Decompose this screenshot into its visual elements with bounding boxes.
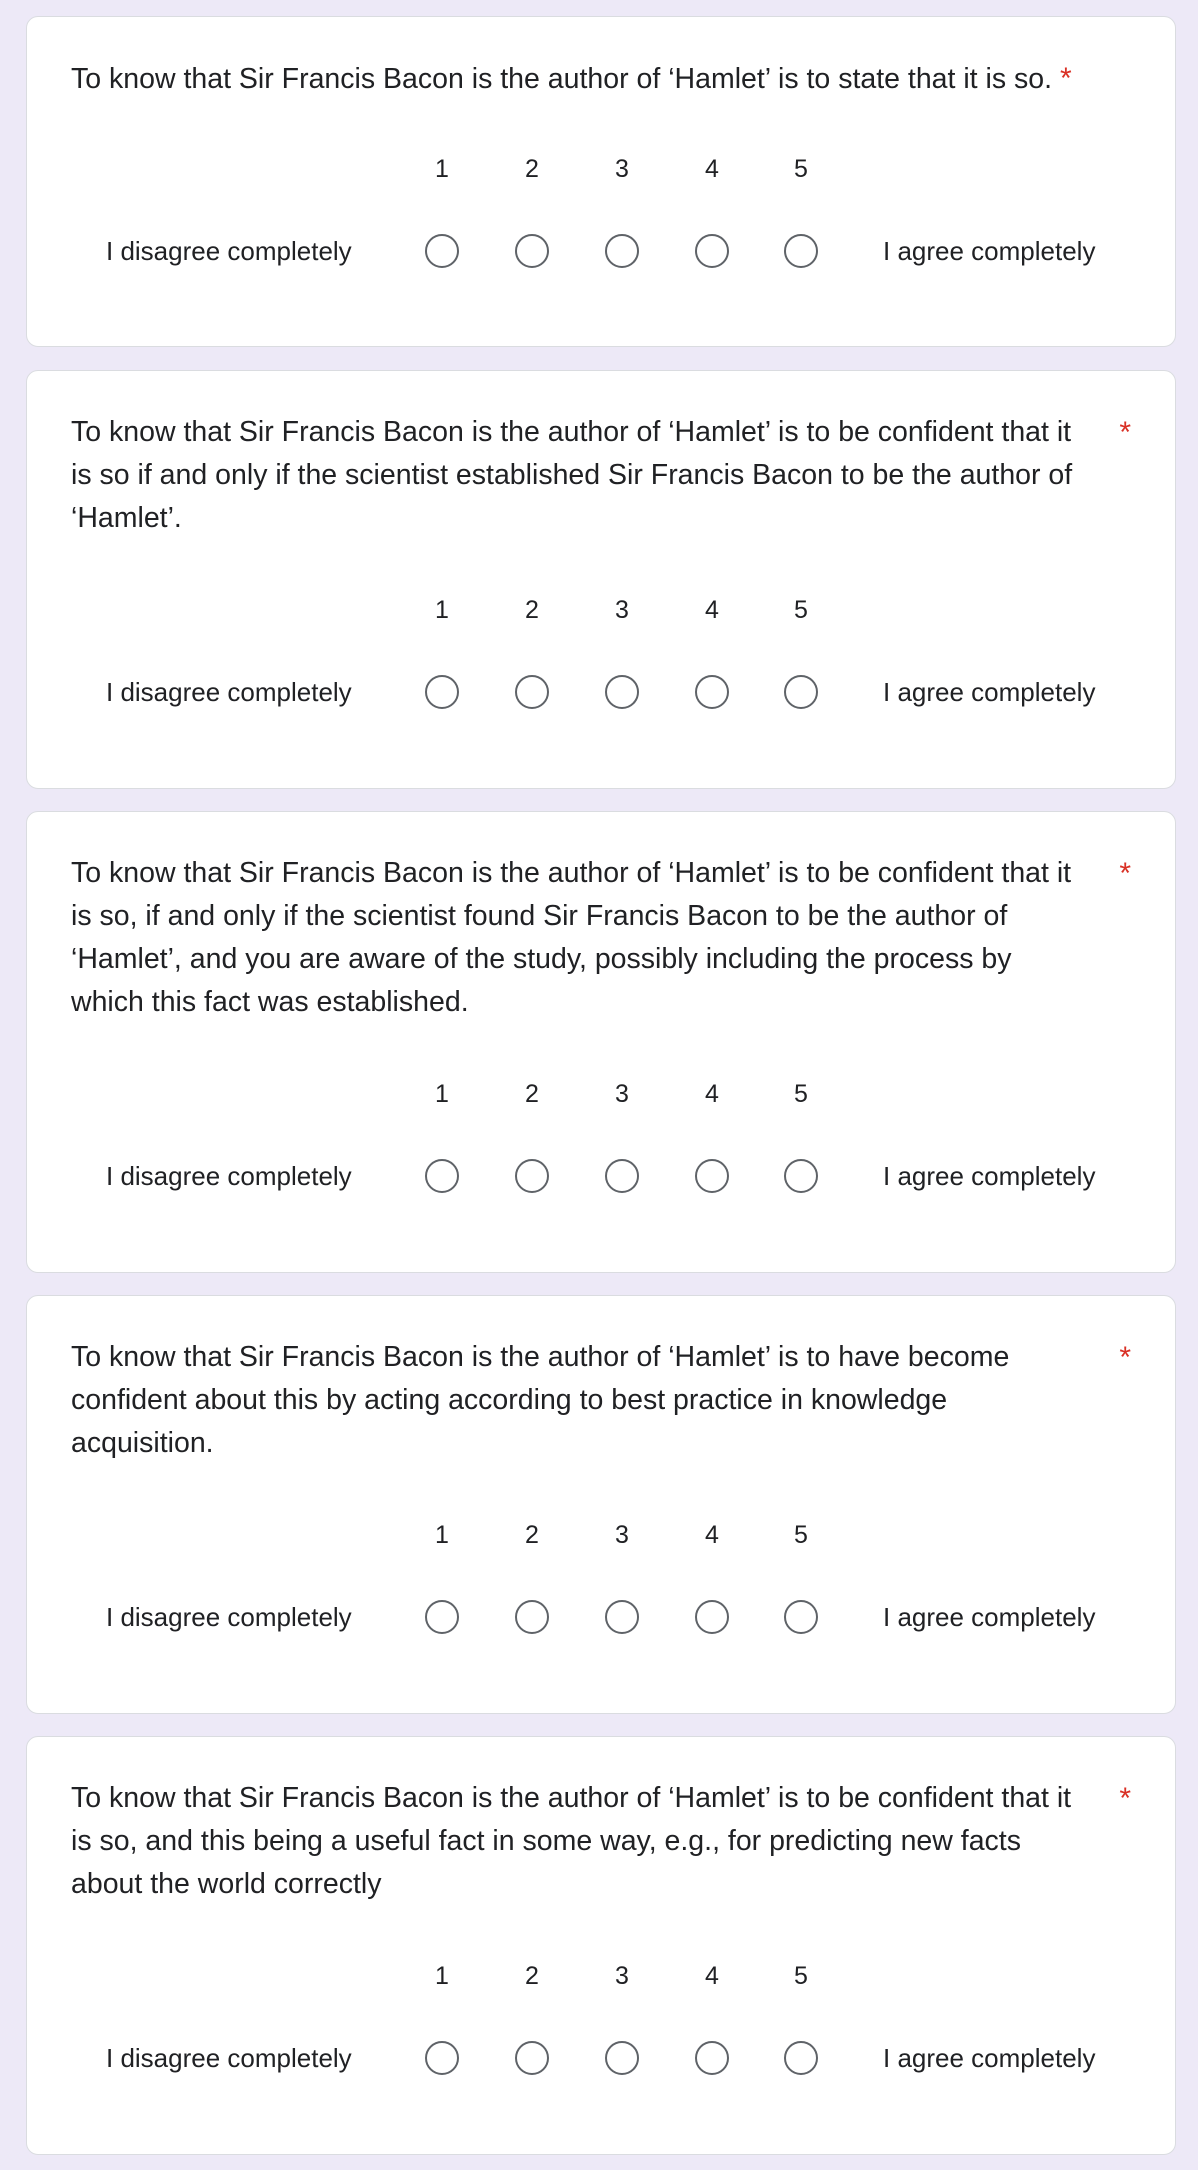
- radio-option-3[interactable]: [605, 1600, 639, 1634]
- scale-number-5: 5: [794, 155, 808, 183]
- scale-numbers: [27, 1956, 1175, 1996]
- linear-scale: [27, 1146, 1175, 1206]
- radio-option-3[interactable]: [605, 234, 639, 268]
- radio-option-1[interactable]: [425, 1600, 459, 1634]
- scale-number-3: 3: [615, 1962, 629, 1990]
- radio-option-3[interactable]: [605, 1159, 639, 1193]
- radio-option-4[interactable]: [695, 1600, 729, 1634]
- required-asterisk: *: [1119, 1341, 1131, 1374]
- required-asterisk: *: [1119, 416, 1131, 449]
- scale-number-3: 3: [615, 155, 629, 183]
- question-text: To know that Sir Francis Bacon is the author of ‘Hamlet’ is to be confident that it is so if and only if the scientist established Sir Francis Bacon to be the author of ‘Hamlet’.: [71, 416, 1073, 534]
- question-title: [71, 411, 1131, 540]
- radio-option-2[interactable]: [515, 675, 549, 709]
- radio-option-2[interactable]: [515, 2041, 549, 2075]
- linear-scale: [27, 1587, 1175, 1647]
- radio-option-4[interactable]: [695, 675, 729, 709]
- radio-option-5[interactable]: [784, 234, 818, 268]
- radio-option-3[interactable]: [605, 2041, 639, 2075]
- question-card: [26, 811, 1176, 1273]
- scale-label-low: I disagree completely: [106, 2043, 352, 2073]
- question-card: [26, 1736, 1176, 2155]
- question-title: [71, 1777, 1131, 1906]
- scale-number-2: 2: [525, 596, 539, 624]
- scale-number-1: 1: [435, 1080, 449, 1108]
- radio-option-5[interactable]: [784, 675, 818, 709]
- scale-number-5: 5: [794, 1080, 808, 1108]
- radio-option-4[interactable]: [695, 234, 729, 268]
- scale-number-1: 1: [435, 155, 449, 183]
- linear-scale: [27, 2028, 1175, 2088]
- radio-option-2[interactable]: [515, 234, 549, 268]
- scale-numbers: [27, 1074, 1175, 1114]
- question-text: To know that Sir Francis Bacon is the author of ‘Hamlet’ is to have become confident about this by acting according to best practice in knowledge acquisition.: [71, 1341, 1010, 1459]
- radio-option-1[interactable]: [425, 234, 459, 268]
- radio-option-1[interactable]: [425, 675, 459, 709]
- scale-number-4: 4: [705, 596, 719, 624]
- scale-number-5: 5: [794, 1962, 808, 1990]
- scale-number-2: 2: [525, 155, 539, 183]
- scale-label-high: I agree completely: [883, 1161, 1096, 1191]
- question-text: To know that Sir Francis Bacon is the author of ‘Hamlet’ is to be confident that it is so, and this being a useful fact in some way, e.g., for predicting new facts about the world correctly: [71, 1782, 1072, 1900]
- scale-number-4: 4: [705, 155, 719, 183]
- radio-option-4[interactable]: [695, 1159, 729, 1193]
- scale-number-2: 2: [525, 1521, 539, 1549]
- question-text: To know that Sir Francis Bacon is the author of ‘Hamlet’ is to state that it is so.: [71, 63, 1053, 95]
- radio-option-1[interactable]: [425, 2041, 459, 2075]
- scale-number-1: 1: [435, 1962, 449, 1990]
- question-title: [71, 852, 1131, 1024]
- scale-number-1: 1: [435, 1521, 449, 1549]
- scale-label-low: I disagree completely: [106, 1602, 352, 1632]
- radio-option-5[interactable]: [784, 1159, 818, 1193]
- scale-number-2: 2: [525, 1962, 539, 1990]
- linear-scale: [27, 221, 1175, 281]
- required-asterisk: *: [1119, 1782, 1131, 1815]
- scale-number-5: 5: [794, 1521, 808, 1549]
- scale-number-4: 4: [705, 1962, 719, 1990]
- scale-number-3: 3: [615, 1080, 629, 1108]
- scale-label-low: I disagree completely: [106, 236, 352, 266]
- question-text: To know that Sir Francis Bacon is the author of ‘Hamlet’ is to be confident that it is so, if and only if the scientist found Sir Francis Bacon to be the author of ‘Hamlet’, and you are aware of the study, possibly including the process by which this fact was established.: [71, 857, 1072, 1018]
- radio-option-5[interactable]: [784, 1600, 818, 1634]
- scale-numbers: [27, 149, 1175, 189]
- question-card: [26, 16, 1176, 347]
- question-card: [26, 370, 1176, 789]
- scale-label-low: I disagree completely: [106, 677, 352, 707]
- scale-number-2: 2: [525, 1080, 539, 1108]
- scale-numbers: [27, 1515, 1175, 1555]
- scale-number-5: 5: [794, 596, 808, 624]
- radio-option-3[interactable]: [605, 675, 639, 709]
- scale-number-3: 3: [615, 1521, 629, 1549]
- scale-number-1: 1: [435, 596, 449, 624]
- question-title: [71, 1336, 1131, 1465]
- radio-option-2[interactable]: [515, 1159, 549, 1193]
- scale-numbers: [27, 590, 1175, 630]
- required-asterisk: *: [1060, 62, 1072, 95]
- radio-option-4[interactable]: [695, 2041, 729, 2075]
- scale-label-high: I agree completely: [883, 1602, 1096, 1632]
- scale-number-4: 4: [705, 1521, 719, 1549]
- radio-option-5[interactable]: [784, 2041, 818, 2075]
- scale-number-3: 3: [615, 596, 629, 624]
- linear-scale: [27, 662, 1175, 722]
- scale-label-low: I disagree completely: [106, 1161, 352, 1191]
- scale-label-high: I agree completely: [883, 2043, 1096, 2073]
- question-card: [26, 1295, 1176, 1714]
- scale-number-4: 4: [705, 1080, 719, 1108]
- scale-label-high: I agree completely: [883, 677, 1096, 707]
- question-title: [71, 57, 1131, 101]
- radio-option-2[interactable]: [515, 1600, 549, 1634]
- radio-option-1[interactable]: [425, 1159, 459, 1193]
- scale-label-high: I agree completely: [883, 236, 1096, 266]
- required-asterisk: *: [1119, 857, 1131, 890]
